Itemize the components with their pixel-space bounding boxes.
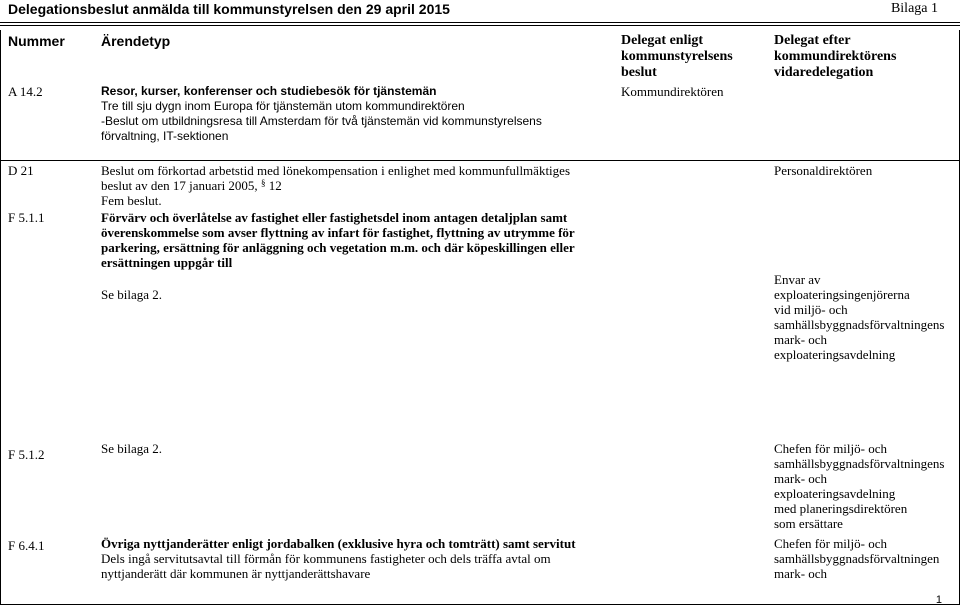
matter-line: ersättningen uppgår till (101, 255, 233, 270)
header-delegate-after-line3: vidaredelegation (774, 65, 874, 80)
page-number: 1 (935, 594, 942, 606)
delegate-line: Chefen för miljö- och (774, 536, 887, 551)
top-rule-2 (0, 25, 960, 26)
matter-line: parkering, ersättning för anläggning och vegetation m.m. och där köpeskillingen eller (101, 240, 575, 255)
matter-heading: Övriga nyttjanderätter enligt jordabalken (exklusive hyra och tomträtt) samt servitut (101, 536, 576, 551)
delegate-line: mark- och (774, 471, 828, 486)
paragraph-icon: § (260, 178, 266, 188)
matter-line (101, 178, 570, 193)
header-delegate-after (774, 33, 896, 81)
header-delegate-after-line2: kommundirektörens (774, 49, 897, 64)
attachment-label: Bilaga 1 (890, 1, 938, 16)
delegate-line: med planeringsdirektören (774, 501, 908, 516)
matter-line: Beslut om förkortad arbetstid med lönekompensation i enlighet med kommunfullmäktiges (101, 163, 570, 178)
row-matter-type: Se bilaga 2. (101, 441, 163, 456)
document-title: Delegationsbeslut anmälda till kommunstyrelsen den 29 april 2015 (8, 1, 450, 17)
delegate-line: exploateringsingenjörerna (774, 287, 910, 302)
matter-line: Förvärv och överlåtelse av fastighet eller fastighetsdel inom antagen detaljplan samt (101, 210, 568, 225)
matter-line: överenskommelse som avser flyttning av infart för fastighet, flyttning av utrymme för (101, 225, 575, 240)
row-delegate-after (774, 272, 944, 362)
delegate-line: mark- och (774, 332, 828, 347)
row-matter-type (101, 84, 542, 144)
header-delegate-by (621, 33, 733, 81)
row-delegate-by: Kommundirektören (621, 84, 724, 99)
delegate-line: exploateringsavdelning (774, 486, 896, 501)
matter-heading: Resor, kurser, konferenser och studiebesök för tjänstemän (101, 84, 437, 98)
matter-line: Fem beslut. (101, 193, 162, 208)
row-matter-type (101, 536, 576, 581)
header-matter-type: Ärendetyp (101, 33, 171, 49)
see-attachment-note: Se bilaga 2. (101, 287, 163, 302)
row-delegate-after (774, 536, 939, 581)
delegate-line: Envar av (774, 272, 821, 287)
row-number: F 6.4.1 (8, 538, 45, 553)
delegate-line: som ersättare (774, 516, 843, 531)
matter-line: Dels ingå servitutsavtal till förmån för kommunens fastigheter och dels träffa avtal om (101, 551, 551, 566)
header-number: Nummer (8, 33, 65, 49)
row-matter-type (101, 163, 570, 208)
matter-line: Tre till sju dygn inom Europa för tjänstemän utom kommundirektören (101, 99, 465, 113)
delegate-line: vid miljö- och (774, 302, 848, 317)
header-delegate-by-line3: beslut (621, 65, 657, 80)
matter-line: förvaltning, IT-sektionen (101, 129, 229, 143)
delegate-line: samhällsbyggnadsförvaltningens (774, 317, 945, 332)
header-delegate-after-line1: Delegat efter (774, 33, 851, 48)
delegate-line: samhällsbyggnadsförvaltningen (774, 551, 940, 566)
row-number: F 5.1.2 (8, 447, 45, 462)
row-number: F 5.1.1 (8, 210, 45, 225)
delegate-line: samhällsbyggnadsförvaltningens (774, 456, 945, 471)
table-left-border (0, 30, 1, 605)
matter-line: -Beslut om utbildningsresa till Amsterdam för två tjänstemän vid kommunstyrelsens (101, 114, 542, 128)
delegate-line: Chefen för miljö- och (774, 441, 887, 456)
matter-paragraph-number: 12 (268, 178, 282, 193)
header-delegate-by-line2: kommunstyrelsens (621, 49, 733, 64)
row-separator-1 (0, 160, 960, 161)
delegate-line: exploateringsavdelning (774, 347, 896, 362)
row-number: D 21 (8, 163, 34, 178)
top-rule-1 (0, 22, 960, 23)
header-delegate-by-line1: Delegat enligt (621, 33, 704, 48)
row-delegate-after (774, 441, 944, 531)
delegate-line: mark- och (774, 566, 828, 581)
row-number: A 14.2 (8, 84, 43, 99)
matter-text: beslut av den 17 januari 2005, (101, 178, 258, 193)
row-matter-type (101, 210, 575, 270)
row-delegate-after: Personaldirektören (774, 163, 873, 178)
matter-line: nyttjanderätt där kommunen är nyttjanderättshavare (101, 566, 371, 581)
